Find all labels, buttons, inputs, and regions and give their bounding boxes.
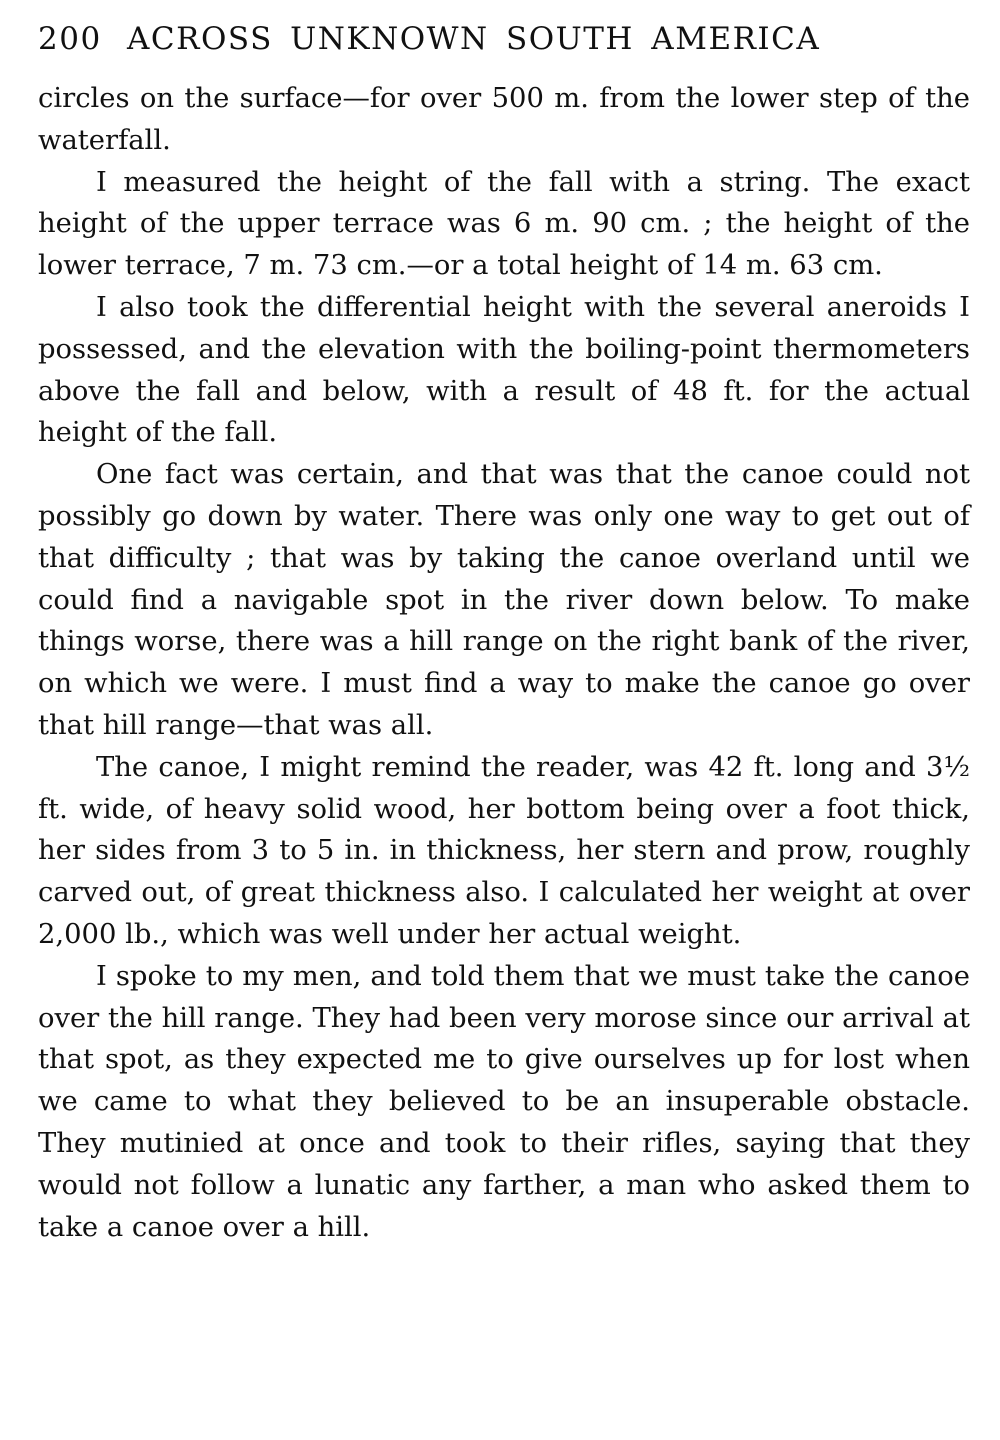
paragraph-aneroids: I also took the differential height with the several aneroids I possessed, and the elevation with the boiling-point thermometers above the fall and below, with a result of 48 ft. for the actual height of the fall. [38, 291, 970, 449]
page-number: 200 [38, 21, 102, 57]
body-text [38, 78, 970, 1248]
paragraph-measurement: I measured the height of the fall with a string. The exact height of the upper terrace was 6 m. 90 cm. ; the height of the lower terrace, 7 m. 73 cm.—or a total height of 14 m. 63 cm. [38, 166, 970, 282]
paragraph-canoe-dimensions: The canoe, I might remind the reader, was 42 ft. long and 3½ ft. wide, of heavy solid wood, her bottom being over a foot thick, her sides from 3 to 5 in. in thickness, her stern and prow, roughly carved out, of great thickness also. I calculated her weight at over 2,000 lb., which was well under her actual weight. [38, 751, 970, 950]
book-page [38, 18, 970, 1248]
paragraph-overland: One fact was certain, and that was that the canoe could not possibly go down by water. There was only one way to get out of that difficulty ; that was by taking the canoe overland until we could find a navigable spot in the river down below. To make things worse, there was a hill range on the right bank of the river, on which we were. I must find a way to make the canoe go over that hill range—that was all. [38, 459, 970, 741]
running-title: ACROSS UNKNOWN SOUTH AMERICA [127, 21, 821, 57]
paragraph-continued: circles on the surface—for over 500 m. from the lower step of the waterfall. [38, 83, 970, 156]
paragraph-mutiny: I spoke to my men, and told them that we must take the canoe over the hill range. They had been very morose since our arrival at that spot, as they expected me to give ourselves up for lost when we came to what they believed to be an insuperable obstacle. They mutinied at once and took to their rifles, saying that they would not follow a lunatic any farther, a man who asked them to take a canoe over a hill. [38, 960, 970, 1243]
running-head [38, 18, 970, 60]
